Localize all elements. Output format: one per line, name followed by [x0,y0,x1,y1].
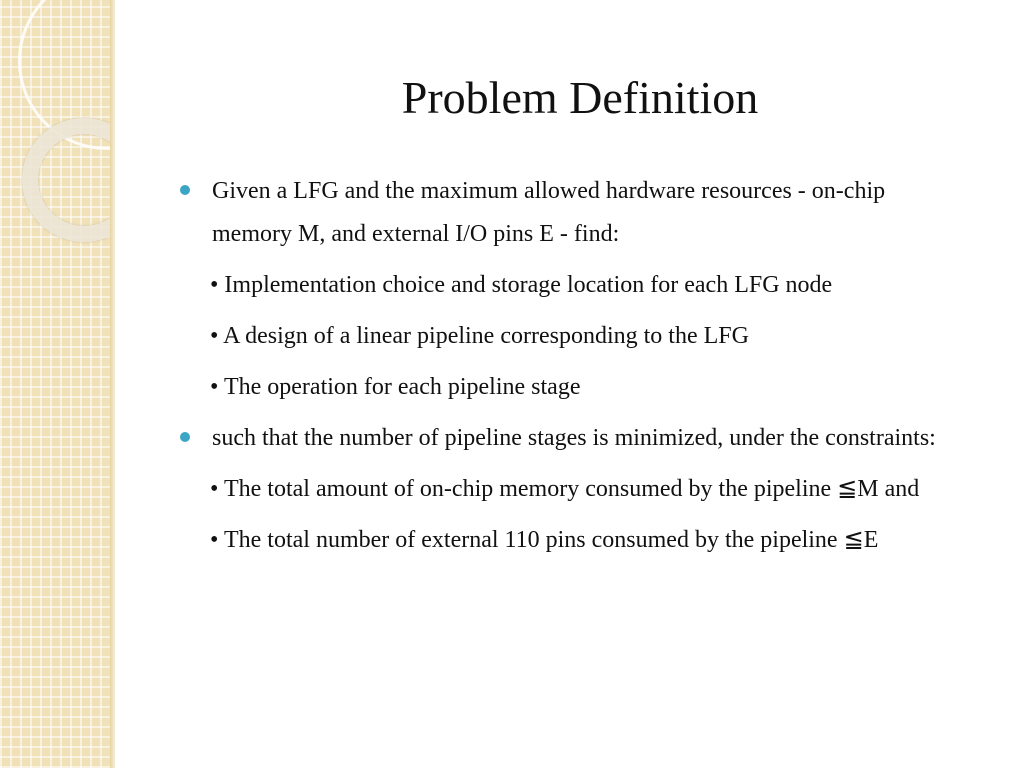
sub-bullet-item: • The total number of external 110 pins consumed by the pipeline ≦E [210,527,879,553]
bullet-dot-icon [180,185,190,195]
sub-bullet-item: • The total amount of on-chip memory consumed by the pipeline ≦M and [210,476,920,502]
bullet-text: such that the number of pipeline stages is minimized, under the constraints: [212,425,936,451]
bullet-text: Given a LFG and the maximum allowed hardware resources - on-chip memory M, and external I/O pins E - find: [212,178,886,247]
bullet-item [180,170,970,256]
decorative-side-panel [0,0,113,768]
slide-content [180,170,970,570]
decorative-ring-small [22,118,113,242]
sub-bullet-item: • Implementation choice and storage location for each LFG node [210,272,833,298]
bullet-item [180,417,970,460]
slide-title: Problem Definition [401,72,759,123]
sub-bullet-item: • A design of a linear pipeline corresponding to the LFG [210,323,749,349]
side-panel-edge [110,0,115,768]
sub-bullet-item: • The operation for each pipeline stage [210,374,581,400]
bullet-dot-icon [180,432,190,442]
